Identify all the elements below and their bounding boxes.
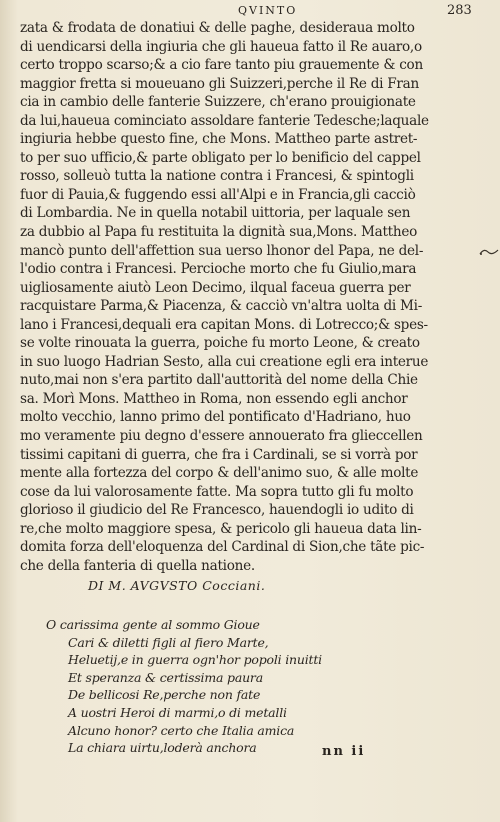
- text-line: lano i Francesi,dequali era capitan Mons. di Lotrecco;& spes-: [20, 316, 428, 333]
- body-text: [20, 19, 472, 575]
- text-line: domita forza dell'eloquenza del Cardinal di Sion,che tãte pic-: [20, 539, 425, 556]
- text-line: se volte rinouata la guerra, poiche fu morto Leone, & creato: [20, 335, 420, 352]
- text-line: di Lombardia. Ne in quella notabil uittoria, per laquale sen: [20, 205, 411, 222]
- marginal-mark-icon: [478, 245, 500, 259]
- text-line: mo veramente piu degno d'essere annouerato fra glieccellen: [20, 428, 423, 445]
- text-line: zata & frodata de donatiui & delle paghe, desideraua molto: [20, 20, 415, 36]
- poem-line: La chiara uirtu,loderà anchora: [68, 740, 257, 756]
- text-line: in suo luogo Hadrian Sesto, alla cui creatione egli era interue: [20, 353, 429, 370]
- poem-line: De bellicosi Re,perche non fate: [68, 687, 261, 703]
- text-line: racquistare Parma,& Piacenza, & cacciò vn'altra uolta di Mi-: [20, 298, 423, 315]
- text-line: mente alla fortezza del corpo & dell'animo suo, & alle molte: [20, 465, 419, 482]
- text-line: maggior fretta si moueuano gli Suizzeri,perche il Re di Fran: [20, 75, 419, 92]
- text-line: tissimi capitani di guerra, che fra i Cardinali, se si vorrà por: [20, 446, 418, 463]
- text-line: nuto,mai non s'era partito dall'auttorità del nome della Chie: [20, 372, 418, 389]
- text-line: ingiuria hebbe questo fine, che Mons. Mattheo parte astret-: [20, 131, 418, 148]
- text-line: che della fanteria di quella natione.: [20, 557, 255, 574]
- text-line: cia in cambio delle fanterie Suizzere, ch'erano prouigionate: [20, 94, 416, 111]
- signature-mark: nn ii: [322, 744, 366, 759]
- running-head: [0, 4, 500, 20]
- text-line: sa. Morì Mons. Mattheo in Roma, non essendo egli anchor: [20, 390, 408, 407]
- poem-line: Alcuno honor? certo che Italia amica: [68, 722, 295, 738]
- text-line: cose da lui valorosamente fatte. Ma sopra tutto gli fu molto: [20, 483, 414, 500]
- poem: [46, 616, 366, 757]
- text-line: uigliosamente aiutò Leon Decimo, ilqual faceua guerra per: [20, 279, 411, 296]
- text-line: l'odio contra i Francesi. Percioche morto che fu Giulio,mara: [20, 261, 417, 278]
- poem-line: Et speranza & certissima paura: [68, 669, 263, 685]
- text-line: certo troppo scarso;& a cio fare tanto piu grauemente & con: [20, 57, 423, 74]
- page-number: 283: [447, 3, 472, 18]
- poem-heading: DI M. AVGVSTO Cocciani.: [88, 578, 266, 593]
- text-line: fuor di Pauia,& fuggendo essi all'Alpi e in Francia,gli cacciò: [20, 186, 416, 203]
- poem-line: A uostri Heroi di marmi,o di metalli: [68, 704, 287, 720]
- text-line: di uendicarsi della ingiuria che gli haueua fatto il Re auaro,o: [20, 38, 422, 55]
- text-line: da lui,haueua cominciato assoldare fanterie Tedesche;laquale: [20, 112, 429, 129]
- running-title: QVINTO: [238, 4, 298, 17]
- text-line: rosso, solleuò tutta la natione contra i Francesi, & spintogli: [20, 168, 414, 185]
- text-line: glorioso il giudicio del Re Francesco, hauendogli io udito di: [20, 502, 414, 519]
- text-line: to per suo ufficio,& parte obligato per lo benificio del cappel: [20, 149, 421, 166]
- text-line: za dubbio al Papa fu restituita la dignità sua,Mons. Mattheo: [20, 224, 418, 241]
- text-line: molto vecchio, lanno primo del pontificato d'Hadriano, huo: [20, 409, 411, 426]
- poem-line: Cari & diletti figli al fiero Marte,: [68, 634, 269, 650]
- text-line: re,che molto maggiore spesa, & pericolo gli haueua data lin-: [20, 520, 422, 537]
- poem-line: Heluetij,e in guerra ogn'hor popoli inuitti: [68, 652, 322, 668]
- text-line: mancò punto dell'affettion sua uerso lhonor del Papa, ne del-: [20, 242, 424, 259]
- poem-line: O carissima gente al sommo Gioue: [46, 617, 260, 632]
